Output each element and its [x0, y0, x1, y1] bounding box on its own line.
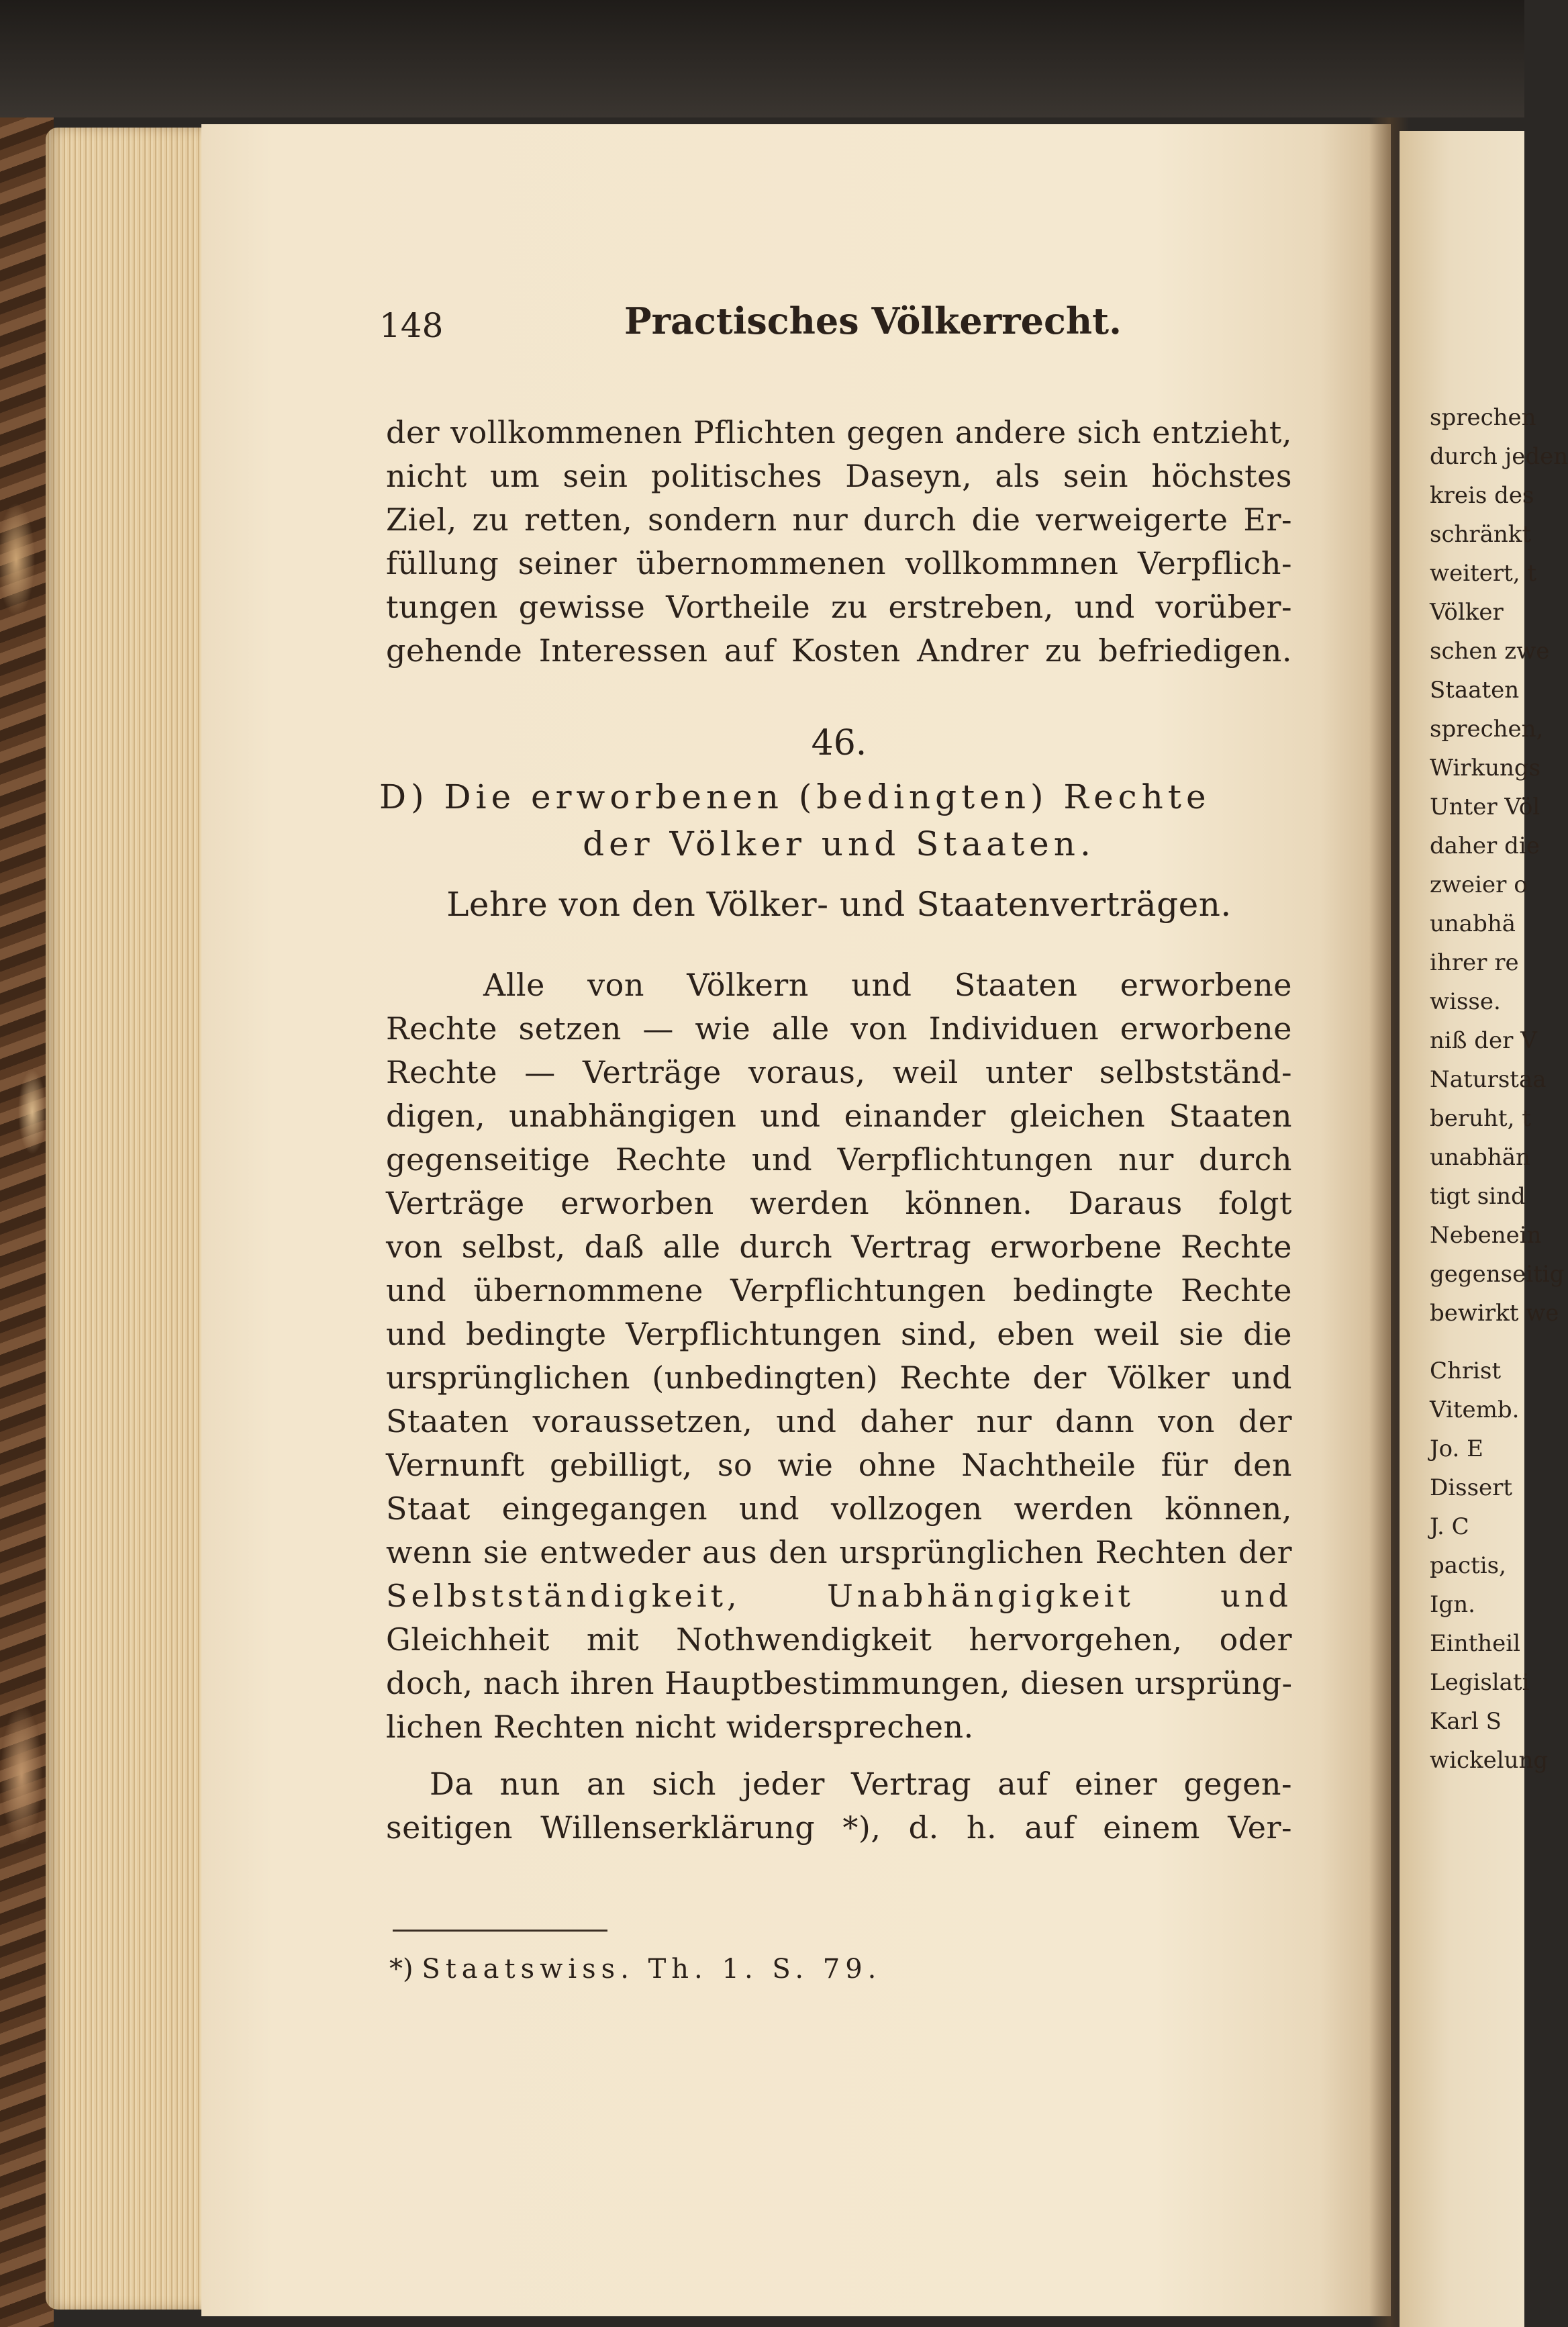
fragment-line: Naturstaa [1430, 1066, 1547, 1093]
section-subheading: Lehre von den Völker- und Staatenverträgen. [446, 885, 1232, 924]
fragment-line: durch jeden [1430, 443, 1568, 470]
fragment-line: bewirkt we [1430, 1300, 1559, 1327]
body-line: gehende Interessen auf Kosten Andrer zu befriedigen. [386, 632, 1292, 669]
body-line: von selbst, daß alle durch Vertrag erworbene Rechte [386, 1229, 1292, 1265]
fragment-line: zweier o [1430, 871, 1528, 898]
fragment-line: unabhä [1430, 910, 1516, 937]
body-line: tungen gewisse Vortheile zu erstreben, und vorüber- [386, 589, 1292, 625]
fragment-line: Legislati [1430, 1669, 1530, 1696]
body-line: doch, nach ihren Hauptbestimmungen, diesen ursprüng- [386, 1665, 1293, 1701]
fragment-line: wisse. [1430, 988, 1501, 1015]
body-line: lichen Rechten nicht widersprechen. [386, 1709, 974, 1745]
body-line: Verträge erworben werden können. Daraus folgt [386, 1185, 1292, 1221]
footnote [389, 1950, 881, 1988]
body-line: Gleichheit mit Nothwendigkeit hervorgehen, oder [386, 1621, 1292, 1658]
section-number: 46. [811, 723, 867, 763]
fragment-line: Jo. E [1430, 1435, 1483, 1462]
right-page-fragments [1430, 403, 1568, 2122]
fragment-line: beruht, t [1430, 1105, 1531, 1132]
fragment-line: Vitemb. [1430, 1396, 1520, 1423]
fragment-line: J. C [1430, 1513, 1469, 1540]
body-line: seitigen Willenserklärung *), d. h. auf einem Ver- [386, 1809, 1292, 1846]
body-line: Ziel, zu retten, sondern nur durch die verweigerte Er- [386, 502, 1292, 538]
fragment-line: Nebenein [1430, 1222, 1542, 1249]
fragment-line: pactis, [1430, 1552, 1506, 1579]
fragment-line: schränkt [1430, 521, 1532, 548]
body-line: Selbstständigkeit, Unabhängigkeit und [386, 1578, 1292, 1614]
fragment-line: wickelung [1430, 1747, 1549, 1774]
body-line: füllung seiner übernommenen vollkommnen Verpflich- [386, 545, 1292, 581]
section-heading: der Völker und Staaten. [583, 824, 1095, 863]
fragment-line: sprechen [1430, 404, 1536, 431]
fragment-line: Wirkungs [1430, 755, 1541, 781]
body-line: Da nun an sich jeder Vertrag auf einer gegen- [430, 1766, 1292, 1802]
fragment-line: ihrer re [1430, 949, 1519, 976]
fragment-line: Unter Völ [1430, 794, 1540, 820]
fragment-line: Dissert [1430, 1474, 1513, 1501]
fragment-line: Staaten [1430, 677, 1520, 704]
running-title: Practisches Völkerrecht. [624, 299, 1122, 342]
body-line: Rechte — Verträge voraus, weil unter selbstständ- [386, 1054, 1292, 1090]
fragment-line: Christ [1430, 1358, 1502, 1384]
fragment-line: niß der V [1430, 1027, 1537, 1054]
footnote-rule [393, 1930, 607, 1932]
fragment-line: Völker [1430, 599, 1504, 626]
fragment-line: schen zwe [1430, 638, 1550, 665]
section-heading: D) Die erworbenen (bedingten) Rechte [379, 777, 1211, 816]
body-line: Rechte setzen — wie alle von Individuen erworbene [386, 1010, 1292, 1047]
fragment-line: Eintheil [1430, 1630, 1521, 1657]
body-line: und übernommene Verpflichtungen bedingte Rechte [386, 1272, 1292, 1309]
fragment-line: Karl S [1430, 1708, 1502, 1735]
body-line: Alle von Völkern und Staaten erworbene [483, 967, 1292, 1003]
fragment-line: sprechen, [1430, 716, 1544, 743]
footnote-text: Staatswiss. Th. 1. S. 79. [422, 1954, 882, 1985]
body-line: nicht um sein politisches Daseyn, als sein höchstes [386, 458, 1292, 494]
body-line: digen, unabhängigen und einander gleichen Staaten [386, 1098, 1292, 1134]
body-line: wenn sie entweder aus den ursprünglichen Rechten der [386, 1534, 1292, 1570]
page-number: 148 [379, 306, 444, 345]
body-line: der vollkommenen Pflichten gegen andere sich entzieht, [386, 414, 1292, 450]
body-line: Staaten voraussetzen, und daher nur dann von der [386, 1403, 1292, 1439]
fragment-line: unabhän [1430, 1144, 1530, 1171]
body-line: Vernunft gebilligt, so wie ohne Nachtheile für den [386, 1447, 1292, 1483]
fragment-line: weitert, t [1430, 560, 1537, 587]
footnote-marker: *) [389, 1954, 413, 1985]
body-line: Staat eingegangen und vollzogen werden können, [386, 1490, 1292, 1527]
fragment-line: Ign. [1430, 1591, 1475, 1618]
fragment-line: kreis des [1430, 482, 1534, 509]
fragment-line: daher die [1430, 833, 1540, 859]
body-line: ursprünglichen (unbedingten) Rechte der Völker und [386, 1360, 1292, 1396]
fragment-line: tigt sind [1430, 1183, 1526, 1210]
body-line: und bedingte Verpflichtungen sind, eben weil sie die [386, 1316, 1292, 1352]
fragment-line: gegenseitig [1430, 1261, 1565, 1288]
body-line: gegenseitige Rechte und Verpflichtungen nur durch [386, 1141, 1292, 1178]
